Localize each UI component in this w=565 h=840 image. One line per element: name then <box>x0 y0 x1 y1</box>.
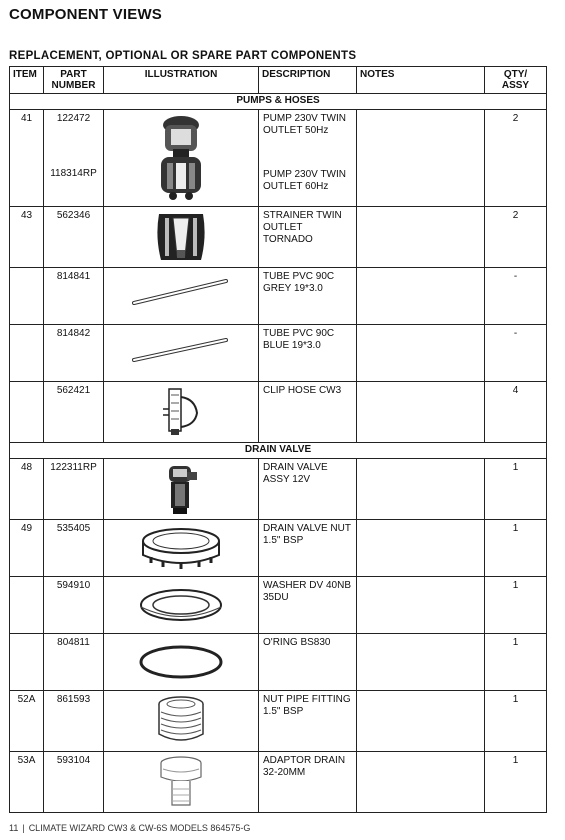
table-row <box>10 382 547 443</box>
illustration-cell <box>104 577 259 634</box>
description-alt: PUMP 230V TWIN OUTLET 60Hz <box>263 169 346 192</box>
item-cell <box>10 268 44 325</box>
qty-cell: - <box>485 268 547 325</box>
illustration-cell <box>104 634 259 691</box>
drain-valve-icon <box>151 462 211 516</box>
part-number-cell: 861593 <box>44 691 104 752</box>
part-number-cell: 535405 <box>44 520 104 577</box>
notes-cell <box>357 459 485 520</box>
item-cell <box>10 634 44 691</box>
item-cell: 52A <box>10 691 44 752</box>
header-part-number <box>44 67 104 94</box>
notes-cell <box>357 268 485 325</box>
notes-cell <box>357 207 485 268</box>
pipe-nut-icon <box>146 694 216 748</box>
item-cell <box>10 382 44 443</box>
notes-cell <box>357 325 485 382</box>
part-number-cell: 122311RP <box>44 459 104 520</box>
notes-cell <box>357 634 485 691</box>
part-number-cell: 594910 <box>44 577 104 634</box>
group-row-drain-valve <box>10 443 547 459</box>
illustration-cell <box>104 325 259 382</box>
illustration-cell <box>104 520 259 577</box>
item-cell <box>10 325 44 382</box>
part-number-cell: 814842 <box>44 325 104 382</box>
valve-nut-icon <box>131 523 231 573</box>
description-cell: STRAINER TWIN OUTLET TORNADO <box>259 207 357 268</box>
header-qty <box>485 67 547 94</box>
illustration-cell <box>104 110 259 207</box>
adaptor-drain-icon <box>146 755 216 809</box>
header-description: DESCRIPTION <box>259 67 357 94</box>
description-cell: DRAIN VALVE NUT 1.5" BSP <box>259 520 357 577</box>
qty-cell: - <box>485 325 547 382</box>
qty-cell: 2 <box>485 207 547 268</box>
hose-clip-icon <box>151 385 211 439</box>
part-number-cell: 593104 <box>44 752 104 813</box>
table-row <box>10 325 547 382</box>
description-cell: O'RING BS830 <box>259 634 357 691</box>
tube-icon <box>126 328 236 368</box>
description-cell <box>259 110 357 207</box>
item-cell: 53A <box>10 752 44 813</box>
group-title: DRAIN VALVE <box>10 443 547 459</box>
item-cell: 43 <box>10 207 44 268</box>
o-ring-icon <box>131 637 231 687</box>
qty-cell: 1 <box>485 634 547 691</box>
table-row <box>10 110 547 207</box>
header-qty-line2: ASSY <box>501 80 530 91</box>
washer-icon <box>131 580 231 630</box>
illustration-cell <box>104 382 259 443</box>
notes-cell <box>357 752 485 813</box>
header-notes: NOTES <box>357 67 485 94</box>
header-qty-line1: QTY/ <box>503 69 528 80</box>
illustration-cell <box>104 268 259 325</box>
table-row <box>10 752 547 813</box>
notes-cell <box>357 110 485 207</box>
part-number-cell: 814841 <box>44 268 104 325</box>
description-cell: CLIP HOSE CW3 <box>259 382 357 443</box>
notes-cell <box>357 577 485 634</box>
table-header-row <box>10 67 547 94</box>
section-title: REPLACEMENT, OPTIONAL OR SPARE PART COMPONENTS <box>9 50 357 62</box>
qty-cell: 1 <box>485 520 547 577</box>
table-row <box>10 520 547 577</box>
item-cell: 41 <box>10 110 44 207</box>
description-cell: NUT PIPE FITTING 1.5" BSP <box>259 691 357 752</box>
qty-cell: 1 <box>485 577 547 634</box>
qty-cell: 2 <box>485 110 547 207</box>
table-row <box>10 691 547 752</box>
page-title: COMPONENT VIEWS <box>9 6 163 23</box>
footer-separator: | <box>22 823 25 833</box>
item-cell: 48 <box>10 459 44 520</box>
illustration-cell <box>104 459 259 520</box>
qty-cell: 1 <box>485 691 547 752</box>
header-illustration: ILLUSTRATION <box>104 67 259 94</box>
description-cell: TUBE PVC 90C GREY 19*3.0 <box>259 268 357 325</box>
item-cell: 49 <box>10 520 44 577</box>
header-part-line1: PART <box>60 69 87 80</box>
table-row <box>10 459 547 520</box>
part-number: 122472 <box>56 113 91 124</box>
parts-table <box>9 66 547 813</box>
description: PUMP 230V TWIN OUTLET 50Hz <box>263 113 346 136</box>
qty-cell: 4 <box>485 382 547 443</box>
table-row <box>10 634 547 691</box>
group-title: PUMPS & HOSES <box>10 94 547 110</box>
description-cell: DRAIN VALVE ASSY 12V <box>259 459 357 520</box>
description-cell: WASHER DV 40NB 35DU <box>259 577 357 634</box>
notes-cell <box>357 382 485 443</box>
description-cell: TUBE PVC 90C BLUE 19*3.0 <box>259 325 357 382</box>
description-cell: ADAPTOR DRAIN 32-20MM <box>259 752 357 813</box>
footer-page-number: 11 <box>9 823 19 833</box>
illustration-cell <box>104 691 259 752</box>
illustration-cell <box>104 207 259 268</box>
footer-text: CLIMATE WIZARD CW3 & CW-6S MODELS 864575-G <box>28 823 251 833</box>
part-number-cell: 562346 <box>44 207 104 268</box>
item-cell <box>10 577 44 634</box>
strainer-icon <box>151 210 211 264</box>
group-row-pumps-hoses <box>10 94 547 110</box>
notes-cell <box>357 520 485 577</box>
part-number-cell: 804811 <box>44 634 104 691</box>
table-row <box>10 577 547 634</box>
illustration-cell <box>104 752 259 813</box>
pump-icon <box>151 113 211 203</box>
part-number-cell: 562421 <box>44 382 104 443</box>
part-number-alt: 118314RP <box>50 168 97 179</box>
part-number-cell <box>44 110 104 207</box>
table-row <box>10 268 547 325</box>
header-item: ITEM <box>10 67 44 94</box>
header-part-line2: NUMBER <box>51 80 96 91</box>
qty-cell: 1 <box>485 459 547 520</box>
tube-icon <box>126 271 236 311</box>
table-row <box>10 207 547 268</box>
page-footer <box>9 823 250 833</box>
qty-cell: 1 <box>485 752 547 813</box>
notes-cell <box>357 691 485 752</box>
